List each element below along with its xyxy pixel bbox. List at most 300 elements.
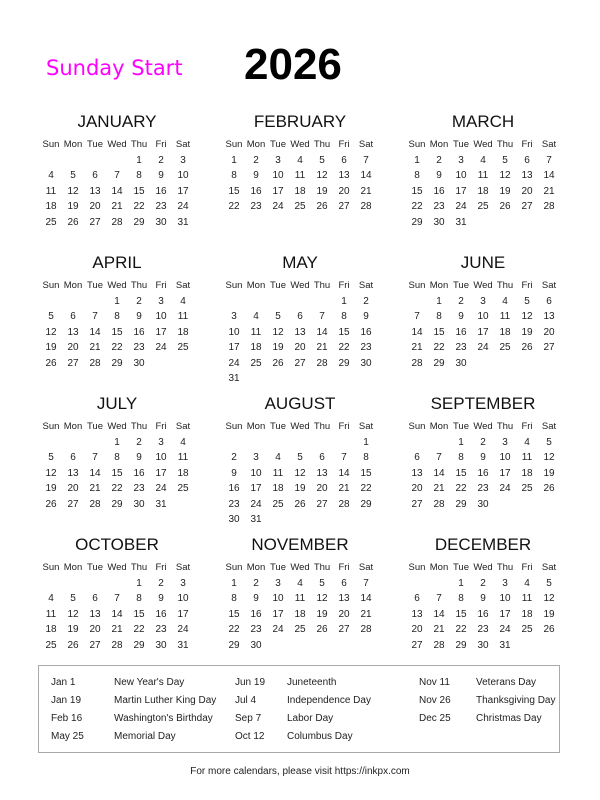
- weekday-header: Fri: [338, 139, 350, 150]
- day-cell: 6: [70, 452, 76, 463]
- holiday-row: [235, 728, 353, 746]
- day-cell: 4: [524, 577, 530, 589]
- day-cell: 31: [499, 639, 511, 651]
- day-cell: 9: [363, 311, 369, 322]
- day-cell: 22: [228, 624, 240, 635]
- weekday-header: Mon: [246, 421, 266, 432]
- day-cell: 3: [458, 154, 464, 166]
- weekday-header: Mon: [429, 280, 449, 291]
- year-title: 2026: [244, 40, 342, 89]
- day-cell: 20: [338, 608, 350, 620]
- day-cell: 6: [546, 295, 552, 307]
- weekday-header: Tue: [86, 421, 104, 432]
- day-cell: 26: [67, 216, 79, 228]
- day-cell: 14: [89, 467, 101, 479]
- day-cell: 15: [455, 467, 467, 479]
- day-cell: 15: [228, 185, 240, 197]
- day-cell: 27: [521, 201, 533, 212]
- day-cell: 5: [319, 577, 325, 589]
- empty-day: [223, 294, 245, 310]
- month-name: JUNE: [460, 253, 506, 272]
- weekday-header: Sun: [225, 562, 243, 573]
- day-cell: 29: [133, 216, 145, 228]
- day-cell: 16: [155, 185, 167, 197]
- holiday-date: Jun 19: [235, 677, 266, 688]
- day-cell: 25: [477, 201, 489, 212]
- day-cell: 29: [411, 216, 423, 228]
- day-cell: 15: [360, 467, 372, 479]
- weekday-header: Fri: [521, 139, 533, 150]
- day-cell: 7: [436, 452, 442, 463]
- day-cell: 29: [433, 357, 445, 369]
- empty-day: [245, 294, 267, 310]
- holiday-name: Labor Day: [287, 713, 334, 724]
- day-cell: 2: [158, 154, 164, 166]
- day-cell: 11: [177, 311, 189, 322]
- day-cell: 1: [231, 577, 237, 589]
- day-cell: 4: [480, 154, 486, 166]
- day-cell: 5: [524, 295, 530, 307]
- holiday-row: [419, 674, 537, 692]
- day-cell: 2: [480, 577, 486, 589]
- day-cell: 22: [433, 342, 445, 353]
- day-cell: 23: [433, 201, 445, 212]
- weekday-header: Mon: [429, 562, 449, 573]
- empty-day: [106, 576, 128, 592]
- day-cell: 6: [414, 593, 420, 604]
- day-cell: 20: [67, 483, 79, 494]
- day-cell: 13: [89, 608, 101, 620]
- day-cell: 16: [133, 467, 145, 479]
- weekday-header: Mon: [63, 562, 83, 573]
- day-cell: 21: [316, 342, 328, 353]
- empty-day: [245, 435, 267, 451]
- month-march: [406, 111, 574, 230]
- day-cell: 19: [272, 342, 284, 353]
- day-cell: 19: [499, 185, 511, 197]
- day-cell: 11: [499, 311, 511, 322]
- day-cell: 22: [360, 483, 372, 494]
- day-cell: 12: [45, 326, 57, 338]
- day-cell: 3: [275, 154, 281, 166]
- day-cell: 4: [253, 311, 259, 322]
- day-cell: 31: [177, 639, 189, 651]
- day-cell: 12: [543, 452, 555, 463]
- day-cell: 15: [111, 326, 123, 338]
- day-cell: 16: [250, 185, 262, 197]
- day-cell: 4: [48, 593, 54, 604]
- day-cell: 16: [477, 608, 489, 620]
- weekday-header: Tue: [86, 280, 104, 291]
- day-cell: 17: [155, 467, 167, 479]
- day-cell: 1: [136, 154, 142, 166]
- day-cell: 31: [177, 216, 189, 228]
- day-cell: 3: [158, 295, 164, 307]
- day-cell: 17: [177, 608, 189, 620]
- weekday-header: Sun: [408, 139, 426, 150]
- day-cell: 3: [180, 154, 186, 166]
- day-cell: 18: [477, 185, 489, 197]
- day-cell: 20: [543, 326, 555, 338]
- day-cell: 26: [316, 624, 328, 635]
- day-cell: 30: [228, 514, 240, 525]
- weekday-header: Wed: [107, 139, 127, 150]
- day-cell: 13: [67, 326, 79, 338]
- day-cell: 22: [133, 201, 145, 212]
- day-cell: 14: [338, 467, 350, 479]
- day-cell: 22: [338, 342, 350, 353]
- month-name: FEBRUARY: [253, 112, 347, 131]
- day-cell: 11: [477, 170, 489, 181]
- day-cell: 7: [114, 170, 120, 181]
- day-cell: 19: [316, 608, 328, 620]
- day-cell: 10: [155, 311, 167, 322]
- day-cell: 24: [155, 342, 167, 353]
- day-cell: 11: [250, 326, 262, 338]
- day-cell: 15: [433, 326, 445, 338]
- day-cell: 17: [228, 342, 240, 353]
- day-cell: 31: [250, 514, 262, 525]
- month-name: JULY: [96, 394, 138, 413]
- day-cell: 12: [316, 170, 328, 181]
- day-cell: 2: [136, 436, 142, 448]
- empty-day: [428, 576, 450, 592]
- day-cell: 27: [67, 498, 79, 510]
- weekday-header: Tue: [86, 139, 104, 150]
- weekday-header: Thu: [130, 139, 148, 150]
- day-cell: 10: [228, 326, 240, 338]
- day-cell: 14: [89, 326, 101, 338]
- holiday-column: [235, 674, 371, 746]
- day-cell: 28: [111, 639, 123, 651]
- day-cell: 13: [411, 608, 423, 620]
- holidays-box: [38, 665, 560, 753]
- weekday-header: Tue: [269, 562, 287, 573]
- day-cell: 16: [228, 483, 240, 494]
- day-cell: 27: [543, 342, 555, 353]
- day-cell: 26: [45, 357, 57, 369]
- weekday-header: Wed: [473, 421, 493, 432]
- weekday-header: Sat: [541, 562, 557, 573]
- weekday-header: Sat: [358, 421, 374, 432]
- weekday-header: Fri: [338, 421, 350, 432]
- day-cell: 25: [294, 201, 306, 212]
- day-cell: 19: [45, 483, 57, 494]
- day-cell: 8: [231, 170, 237, 181]
- day-cell: 6: [70, 311, 76, 322]
- month-name: NOVEMBER: [251, 535, 349, 554]
- day-cell: 16: [433, 185, 445, 197]
- day-cell: 10: [477, 311, 489, 322]
- day-cell: 12: [521, 311, 533, 322]
- weekday-header: Thu: [130, 280, 148, 291]
- day-cell: 18: [177, 326, 189, 338]
- day-cell: 9: [136, 311, 142, 322]
- weekday-header: Thu: [496, 421, 514, 432]
- day-cell: 1: [414, 154, 420, 166]
- day-cell: 11: [294, 593, 306, 604]
- holiday-name: Thanksgiving Day: [476, 695, 556, 706]
- day-cell: 24: [499, 624, 511, 635]
- day-cell: 1: [114, 295, 120, 307]
- day-cell: 12: [67, 185, 79, 197]
- day-cell: 10: [250, 467, 262, 479]
- empty-day: [84, 153, 106, 169]
- weekday-header: Thu: [313, 280, 331, 291]
- day-cell: 18: [250, 342, 262, 353]
- weekday-header: Tue: [452, 280, 470, 291]
- day-cell: 10: [272, 170, 284, 181]
- holiday-name: Columbus Day: [287, 731, 353, 742]
- day-cell: 9: [253, 170, 259, 181]
- month-name: JANUARY: [77, 112, 157, 131]
- empty-day: [106, 153, 128, 169]
- weekday-header: Sat: [358, 139, 374, 150]
- day-cell: 17: [477, 326, 489, 338]
- month-name: MAY: [282, 253, 318, 272]
- day-cell: 5: [48, 311, 54, 322]
- day-cell: 25: [45, 216, 57, 228]
- empty-day: [40, 294, 62, 310]
- day-cell: 5: [502, 154, 508, 166]
- day-cell: 13: [411, 467, 423, 479]
- weekday-header: Tue: [269, 139, 287, 150]
- day-cell: 7: [319, 311, 325, 322]
- month-august: [223, 393, 391, 528]
- weekday-header: Sat: [175, 421, 191, 432]
- month-january: [40, 111, 208, 230]
- day-cell: 27: [316, 498, 328, 510]
- day-cell: 14: [360, 170, 372, 181]
- weekday-header: Sun: [225, 280, 243, 291]
- day-cell: 18: [294, 185, 306, 197]
- day-cell: 20: [89, 624, 101, 635]
- day-cell: 29: [360, 498, 372, 510]
- day-cell: 28: [543, 201, 555, 212]
- empty-day: [267, 294, 289, 310]
- day-cell: 20: [89, 201, 101, 212]
- day-cell: 10: [272, 593, 284, 604]
- weekday-header: Wed: [473, 139, 493, 150]
- day-cell: 21: [111, 201, 123, 212]
- day-cell: 5: [546, 436, 552, 448]
- day-cell: 21: [360, 608, 372, 620]
- day-cell: 17: [455, 185, 467, 197]
- weekday-header: Sun: [408, 562, 426, 573]
- day-cell: 19: [521, 326, 533, 338]
- day-cell: 31: [228, 373, 240, 384]
- day-cell: 15: [455, 608, 467, 620]
- day-cell: 3: [253, 452, 259, 463]
- day-cell: 25: [272, 498, 284, 510]
- month-october: [40, 534, 208, 653]
- day-cell: 9: [158, 170, 164, 181]
- weekday-header: Mon: [246, 280, 266, 291]
- day-cell: 1: [136, 577, 142, 589]
- empty-day: [40, 435, 62, 451]
- day-cell: 28: [89, 498, 101, 510]
- day-cell: 30: [155, 639, 167, 651]
- day-cell: 26: [272, 357, 284, 369]
- month-november: [223, 534, 391, 653]
- day-cell: 11: [45, 185, 57, 197]
- day-cell: 21: [89, 483, 101, 494]
- day-cell: 11: [521, 452, 533, 463]
- day-cell: 21: [89, 342, 101, 353]
- day-cell: 12: [67, 608, 79, 620]
- weekday-header: Thu: [496, 562, 514, 573]
- day-cell: 9: [480, 593, 486, 604]
- day-cell: 16: [155, 608, 167, 620]
- day-cell: 3: [275, 577, 281, 589]
- weekday-header: Sat: [541, 280, 557, 291]
- holiday-column: [51, 674, 217, 746]
- day-cell: 27: [67, 357, 79, 369]
- month-july: [40, 393, 208, 512]
- weekday-header: Tue: [269, 280, 287, 291]
- empty-day: [62, 153, 84, 169]
- empty-day: [84, 576, 106, 592]
- day-cell: 24: [177, 201, 189, 212]
- day-cell: 15: [133, 608, 145, 620]
- day-cell: 24: [177, 624, 189, 635]
- weekday-header: Wed: [107, 562, 127, 573]
- day-cell: 21: [433, 624, 445, 635]
- day-cell: 2: [458, 295, 464, 307]
- weekday-header: Thu: [130, 421, 148, 432]
- day-cell: 23: [455, 342, 467, 353]
- day-cell: 16: [133, 326, 145, 338]
- day-cell: 25: [45, 639, 57, 651]
- day-cell: 14: [316, 326, 328, 338]
- day-cell: 29: [338, 357, 350, 369]
- empty-day: [406, 576, 428, 592]
- day-cell: 26: [45, 498, 57, 510]
- day-cell: 3: [180, 577, 186, 589]
- day-cell: 17: [499, 467, 511, 479]
- day-cell: 20: [67, 342, 79, 353]
- day-cell: 3: [480, 295, 486, 307]
- day-cell: 24: [272, 201, 284, 212]
- day-cell: 8: [414, 170, 420, 181]
- day-cell: 29: [111, 498, 123, 510]
- holiday-row: [419, 692, 556, 710]
- day-cell: 6: [341, 577, 347, 589]
- holiday-row: [51, 728, 176, 746]
- day-cell: 4: [180, 295, 186, 307]
- day-cell: 16: [455, 326, 467, 338]
- day-cell: 6: [297, 311, 303, 322]
- holiday-name: Martin Luther King Day: [114, 695, 217, 706]
- holiday-date: May 25: [51, 731, 84, 742]
- day-cell: 14: [433, 467, 445, 479]
- holiday-date: Jan 1: [51, 677, 76, 688]
- day-cell: 19: [543, 467, 555, 479]
- day-cell: 24: [455, 201, 467, 212]
- weekday-header: Sun: [42, 421, 60, 432]
- weekday-header: Wed: [473, 280, 493, 291]
- day-cell: 6: [92, 593, 98, 604]
- day-cell: 14: [543, 170, 555, 181]
- holiday-date: Feb 16: [51, 713, 83, 724]
- footer-note: For more calendars, please visit https://inkpx.com: [190, 766, 410, 777]
- weekday-header: Mon: [63, 421, 83, 432]
- day-cell: 16: [250, 608, 262, 620]
- month-december: [406, 534, 574, 653]
- day-cell: 7: [546, 154, 552, 166]
- empty-day: [428, 435, 450, 451]
- month-name: OCTOBER: [75, 535, 159, 554]
- day-cell: 8: [136, 170, 142, 181]
- day-cell: 11: [272, 467, 284, 479]
- holiday-row: [235, 692, 371, 710]
- day-cell: 4: [297, 577, 303, 589]
- day-cell: 2: [231, 452, 237, 463]
- day-cell: 17: [250, 483, 262, 494]
- weekday-header: Fri: [155, 139, 167, 150]
- day-cell: 25: [177, 483, 189, 494]
- day-cell: 13: [338, 170, 350, 181]
- day-cell: 27: [338, 624, 350, 635]
- day-cell: 2: [480, 436, 486, 448]
- day-cell: 1: [458, 436, 464, 448]
- weekday-header: Sun: [42, 562, 60, 573]
- day-cell: 8: [363, 452, 369, 463]
- weekday-header: Thu: [313, 421, 331, 432]
- month-name: MARCH: [451, 112, 515, 131]
- day-cell: 30: [360, 357, 372, 369]
- month-name: SEPTEMBER: [430, 394, 536, 413]
- weekday-header: Fri: [155, 421, 167, 432]
- day-cell: 7: [114, 593, 120, 604]
- day-cell: 27: [89, 639, 101, 651]
- day-cell: 13: [338, 593, 350, 604]
- weekday-header: Sun: [408, 280, 426, 291]
- day-cell: 5: [70, 593, 76, 604]
- day-cell: 23: [155, 624, 167, 635]
- holiday-date: Oct 12: [235, 731, 265, 742]
- day-cell: 30: [250, 639, 262, 651]
- weekday-header: Wed: [473, 562, 493, 573]
- day-cell: 11: [521, 593, 533, 604]
- holiday-date: Nov 11: [419, 677, 450, 688]
- day-cell: 8: [436, 311, 442, 322]
- day-cell: 1: [341, 295, 347, 307]
- day-cell: 25: [499, 342, 511, 353]
- day-cell: 24: [499, 483, 511, 494]
- weekday-header: Thu: [130, 562, 148, 573]
- day-cell: 26: [67, 639, 79, 651]
- day-cell: 10: [499, 593, 511, 604]
- day-cell: 17: [177, 185, 189, 197]
- day-cell: 18: [45, 201, 57, 212]
- weekday-header: Wed: [290, 280, 310, 291]
- weekday-header: Tue: [452, 421, 470, 432]
- weekday-header: Mon: [429, 421, 449, 432]
- day-cell: 24: [228, 357, 240, 369]
- holiday-name: Christmas Day: [476, 713, 542, 724]
- month-april: [40, 252, 208, 371]
- subtitle: Sunday Start: [46, 56, 183, 80]
- day-cell: 14: [111, 608, 123, 620]
- day-cell: 25: [177, 342, 189, 353]
- weekday-header: Sat: [541, 421, 557, 432]
- day-cell: 22: [133, 624, 145, 635]
- day-cell: 22: [228, 201, 240, 212]
- day-cell: 8: [341, 311, 347, 322]
- weekday-header: Tue: [269, 421, 287, 432]
- holiday-row: [235, 710, 334, 728]
